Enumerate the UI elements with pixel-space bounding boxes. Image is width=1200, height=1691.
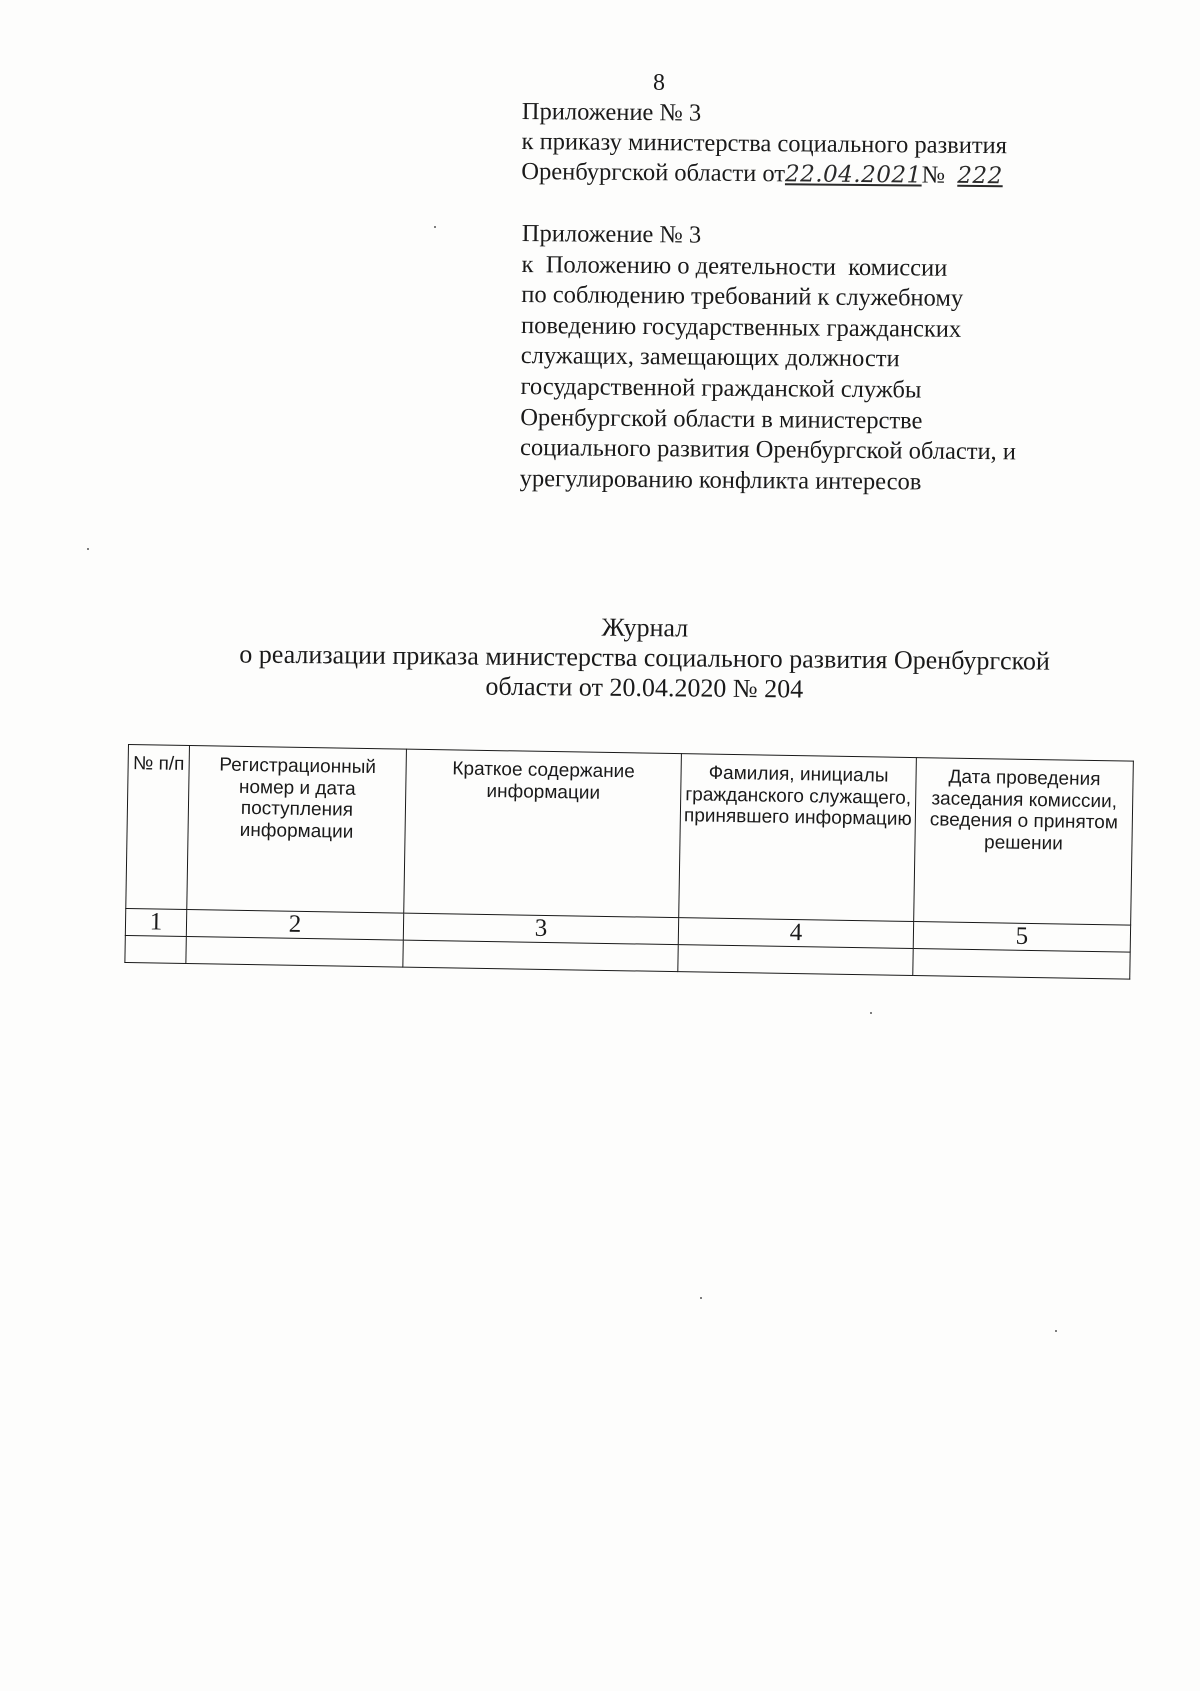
appendix-order-line2: к приказу министерства социального развития bbox=[521, 127, 1008, 160]
column-number-cell: 5 bbox=[913, 922, 1130, 953]
journal-subtitle-line2: области от 20.04.2020 № 204 bbox=[485, 671, 804, 704]
appendix-regulation-header bbox=[520, 219, 1018, 499]
empty-cell bbox=[125, 935, 186, 963]
table-header-row bbox=[126, 745, 1134, 926]
column-number-cell: 1 bbox=[125, 908, 186, 936]
column-number-cell: 2 bbox=[186, 909, 403, 940]
appendix-regulation-line: социального развития Оренбургской области, и bbox=[519, 434, 1017, 466]
header-cell-number: № п/п bbox=[126, 745, 190, 910]
column-number-cell: 4 bbox=[678, 918, 913, 949]
empty-cell bbox=[913, 949, 1130, 980]
handwritten-date: 22.04.2021 bbox=[784, 161, 922, 189]
appendix-regulation-line: Приложение № 3 bbox=[521, 219, 702, 249]
handwritten-number: 222 bbox=[957, 162, 1003, 190]
journal-subtitle-line1: о реализации приказа министерства социального развития Оренбургской bbox=[239, 639, 1050, 676]
header-cell-summary: Краткое содержание информации bbox=[404, 749, 682, 918]
journal-title: Журнал bbox=[601, 612, 689, 643]
scan-speck bbox=[700, 1297, 702, 1299]
header-cell-registration: Регистрационный номер и дата поступления информации bbox=[187, 746, 407, 914]
scan-speck bbox=[87, 548, 89, 550]
appendix-order-line3-prefix: Оренбургской области от bbox=[521, 157, 786, 188]
appendix-order-header bbox=[521, 97, 1007, 191]
appendix-regulation-line: поведению государственных гражданских bbox=[520, 311, 962, 343]
column-number-cell: 3 bbox=[403, 913, 678, 945]
appendix-regulation-line: Оренбургской области в министерстве bbox=[520, 403, 923, 435]
scan-speck bbox=[1055, 1330, 1057, 1332]
empty-cell bbox=[186, 936, 403, 967]
number-label: № bbox=[921, 161, 946, 189]
appendix-regulation-line: урегулированию конфликта интересов bbox=[519, 464, 922, 496]
scan-speck bbox=[434, 226, 436, 228]
appendix-regulation-line: государственной гражданской службы bbox=[520, 372, 922, 404]
appendix-regulation-line: к Положению о деятельности комиссии bbox=[521, 250, 948, 282]
journal-table bbox=[124, 744, 1133, 980]
appendix-order-line1: Приложение № 3 bbox=[521, 97, 702, 127]
scan-speck bbox=[870, 1012, 872, 1014]
appendix-regulation-line: служащих, замещающих должности bbox=[520, 342, 900, 373]
empty-cell bbox=[678, 945, 913, 976]
journal-title-block bbox=[179, 609, 1110, 707]
appendix-regulation-line: по соблюдению требований к служебному bbox=[521, 281, 964, 313]
header-cell-employee: Фамилия, инициалы гражданского служащего, принявшего информацию bbox=[679, 754, 917, 922]
page-number: 8 bbox=[653, 70, 665, 96]
appendix-order-line3 bbox=[521, 157, 1007, 191]
empty-cell bbox=[403, 940, 678, 972]
header-cell-meeting: Дата проведения заседания комиссии, сведения о принятом решении bbox=[914, 758, 1134, 926]
